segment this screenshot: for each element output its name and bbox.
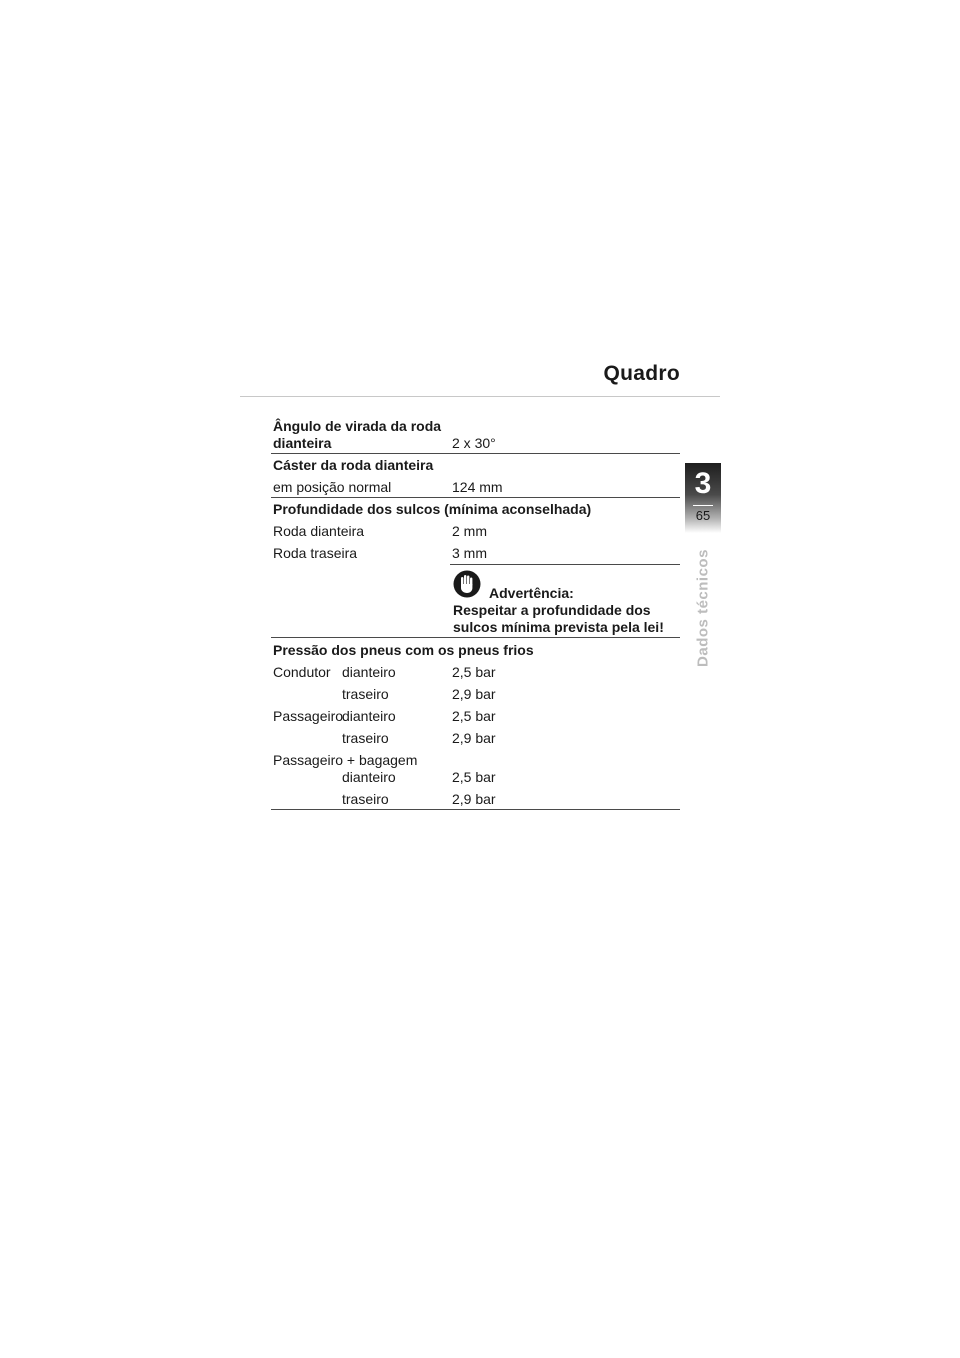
pressure-luggage-front-value: 2,5 bar	[452, 769, 496, 785]
pressure-rider-rear-label: traseiro	[342, 686, 389, 702]
pressure-passenger-front-label: dianteiro	[342, 708, 396, 724]
pressure-luggage-rear-label: traseiro	[342, 791, 389, 807]
pressure-luggage-rear-value: 2,9 bar	[452, 791, 496, 807]
tread-front-value: 2 mm	[452, 523, 487, 539]
tread-rear-label: Roda traseira	[273, 545, 358, 561]
pressure-luggage-front-label: dianteiro	[342, 769, 396, 785]
steering-label-line2: dianteira	[273, 435, 332, 451]
warning-text-line2: sulcos mínima prevista pela lei!	[453, 619, 664, 635]
pressure-rider-front-value: 2,5 bar	[452, 664, 496, 680]
tread-rear-value: 3 mm	[452, 545, 487, 561]
tread-heading: Profundidade dos sulcos (mínima aconselhada)	[273, 501, 592, 517]
pressure-passenger-rear-label: traseiro	[342, 730, 389, 746]
steering-label-line1: Ângulo de virada da roda	[273, 418, 442, 434]
row-divider	[271, 637, 680, 638]
pressure-passenger-rear-value: 2,9 bar	[452, 730, 496, 746]
chapter-tab-divider	[693, 505, 713, 506]
warning-title: Advertência:	[489, 585, 574, 601]
pressure-rider-rear-value: 2,9 bar	[452, 686, 496, 702]
pressure-passenger-label: Passageiro	[273, 708, 344, 724]
tread-front-label: Roda dianteira	[273, 523, 365, 539]
chapter-number: 3	[694, 467, 712, 500]
warning-text-line1: Respeitar a profundidade dos	[453, 602, 651, 618]
caster-label: em posição normal	[273, 479, 392, 495]
pressure-luggage-label: Passageiro + bagagem	[273, 752, 418, 768]
pressure-heading: Pressão dos pneus com os pneus frios	[273, 642, 534, 658]
warning-divider	[450, 564, 680, 565]
page-number: 65	[695, 508, 711, 523]
caster-value: 124 mm	[452, 479, 503, 495]
stop-hand-icon	[453, 570, 481, 598]
table-bottom-divider	[271, 809, 680, 810]
pressure-passenger-front-value: 2,5 bar	[452, 708, 496, 724]
row-divider	[271, 497, 680, 498]
section-side-label: Dados técnicos	[694, 549, 712, 667]
row-divider	[271, 453, 680, 454]
caster-heading: Cáster da roda dianteira	[273, 457, 434, 473]
pressure-rider-label: Condutor	[273, 664, 331, 680]
pressure-rider-front-label: dianteiro	[342, 664, 396, 680]
page-title: Quadro	[603, 362, 680, 385]
title-divider	[240, 396, 720, 397]
steering-value: 2 x 30°	[452, 435, 496, 451]
chapter-tab	[685, 463, 721, 533]
